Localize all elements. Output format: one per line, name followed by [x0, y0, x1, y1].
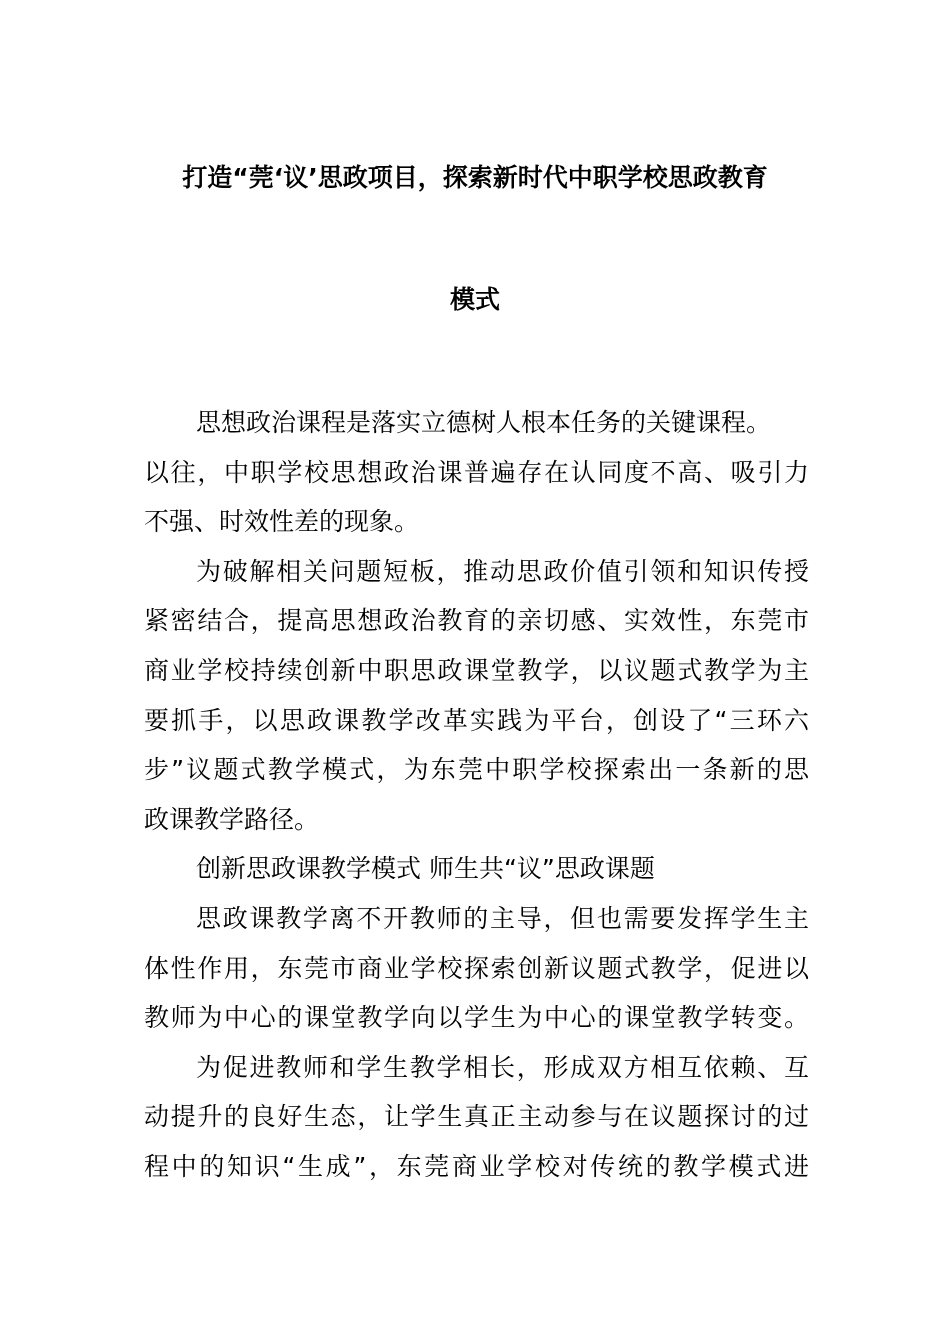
section-heading: 创新思政课教学模式 师生共“议”思政课题	[196, 854, 655, 884]
paragraph-4-line-1: 为促进教师和学生教学相长，形成双方相互依赖、互	[196, 1052, 809, 1082]
paragraph-3-line-3: 教师为中心的课堂教学向以学生为中心的课堂教学转变。	[144, 1003, 809, 1033]
paragraph-2-line-3: 商业学校持续创新中职思政课堂教学，以议题式教学为主	[144, 655, 809, 685]
paragraph-2-line-6: 政课教学路径。	[144, 804, 320, 834]
paragraph-2-line-5: 步”议题式教学模式，为东莞中职学校探索出一条新的思	[144, 755, 809, 785]
paragraph-2-line-1: 为破解相关问题短板，推动思政价值引领和知识传授	[196, 556, 809, 586]
paragraph-3-line-1: 思政课教学离不开教师的主导，但也需要发挥学生主	[196, 903, 809, 933]
paragraph-3-line-2: 体性作用，东莞市商业学校探索创新议题式教学，促进以	[144, 953, 809, 983]
paragraph-2-line-4: 要抓手，以思政课教学改革实践为平台，创设了“三环六	[144, 705, 809, 735]
paragraph-1-line-2: 以往，中职学校思想政治课普遍存在认同度不高、吸引力	[144, 457, 809, 487]
document-title-line-1: 打造“莞‘议’思政项目，探索新时代中职学校思政教育	[182, 163, 768, 192]
paragraph-1-line-1: 思想政治课程是落实立德树人根本任务的关键课程。	[196, 408, 772, 437]
paragraph-2-line-2: 紧密结合，提高思想政治教育的亲切感、实效性，东莞市	[144, 606, 809, 636]
paragraph-1-line-3: 不强、时效性差的现象。	[144, 507, 420, 537]
paragraph-4-line-3: 程中的知识“生成”，东莞商业学校对传统的教学模式进	[144, 1151, 809, 1181]
document-body	[144, 398, 809, 1192]
document-title-line-2: 模式	[449, 285, 500, 314]
paragraph-4-line-2: 动提升的良好生态，让学生真正主动参与在议题探讨的过	[144, 1102, 809, 1132]
